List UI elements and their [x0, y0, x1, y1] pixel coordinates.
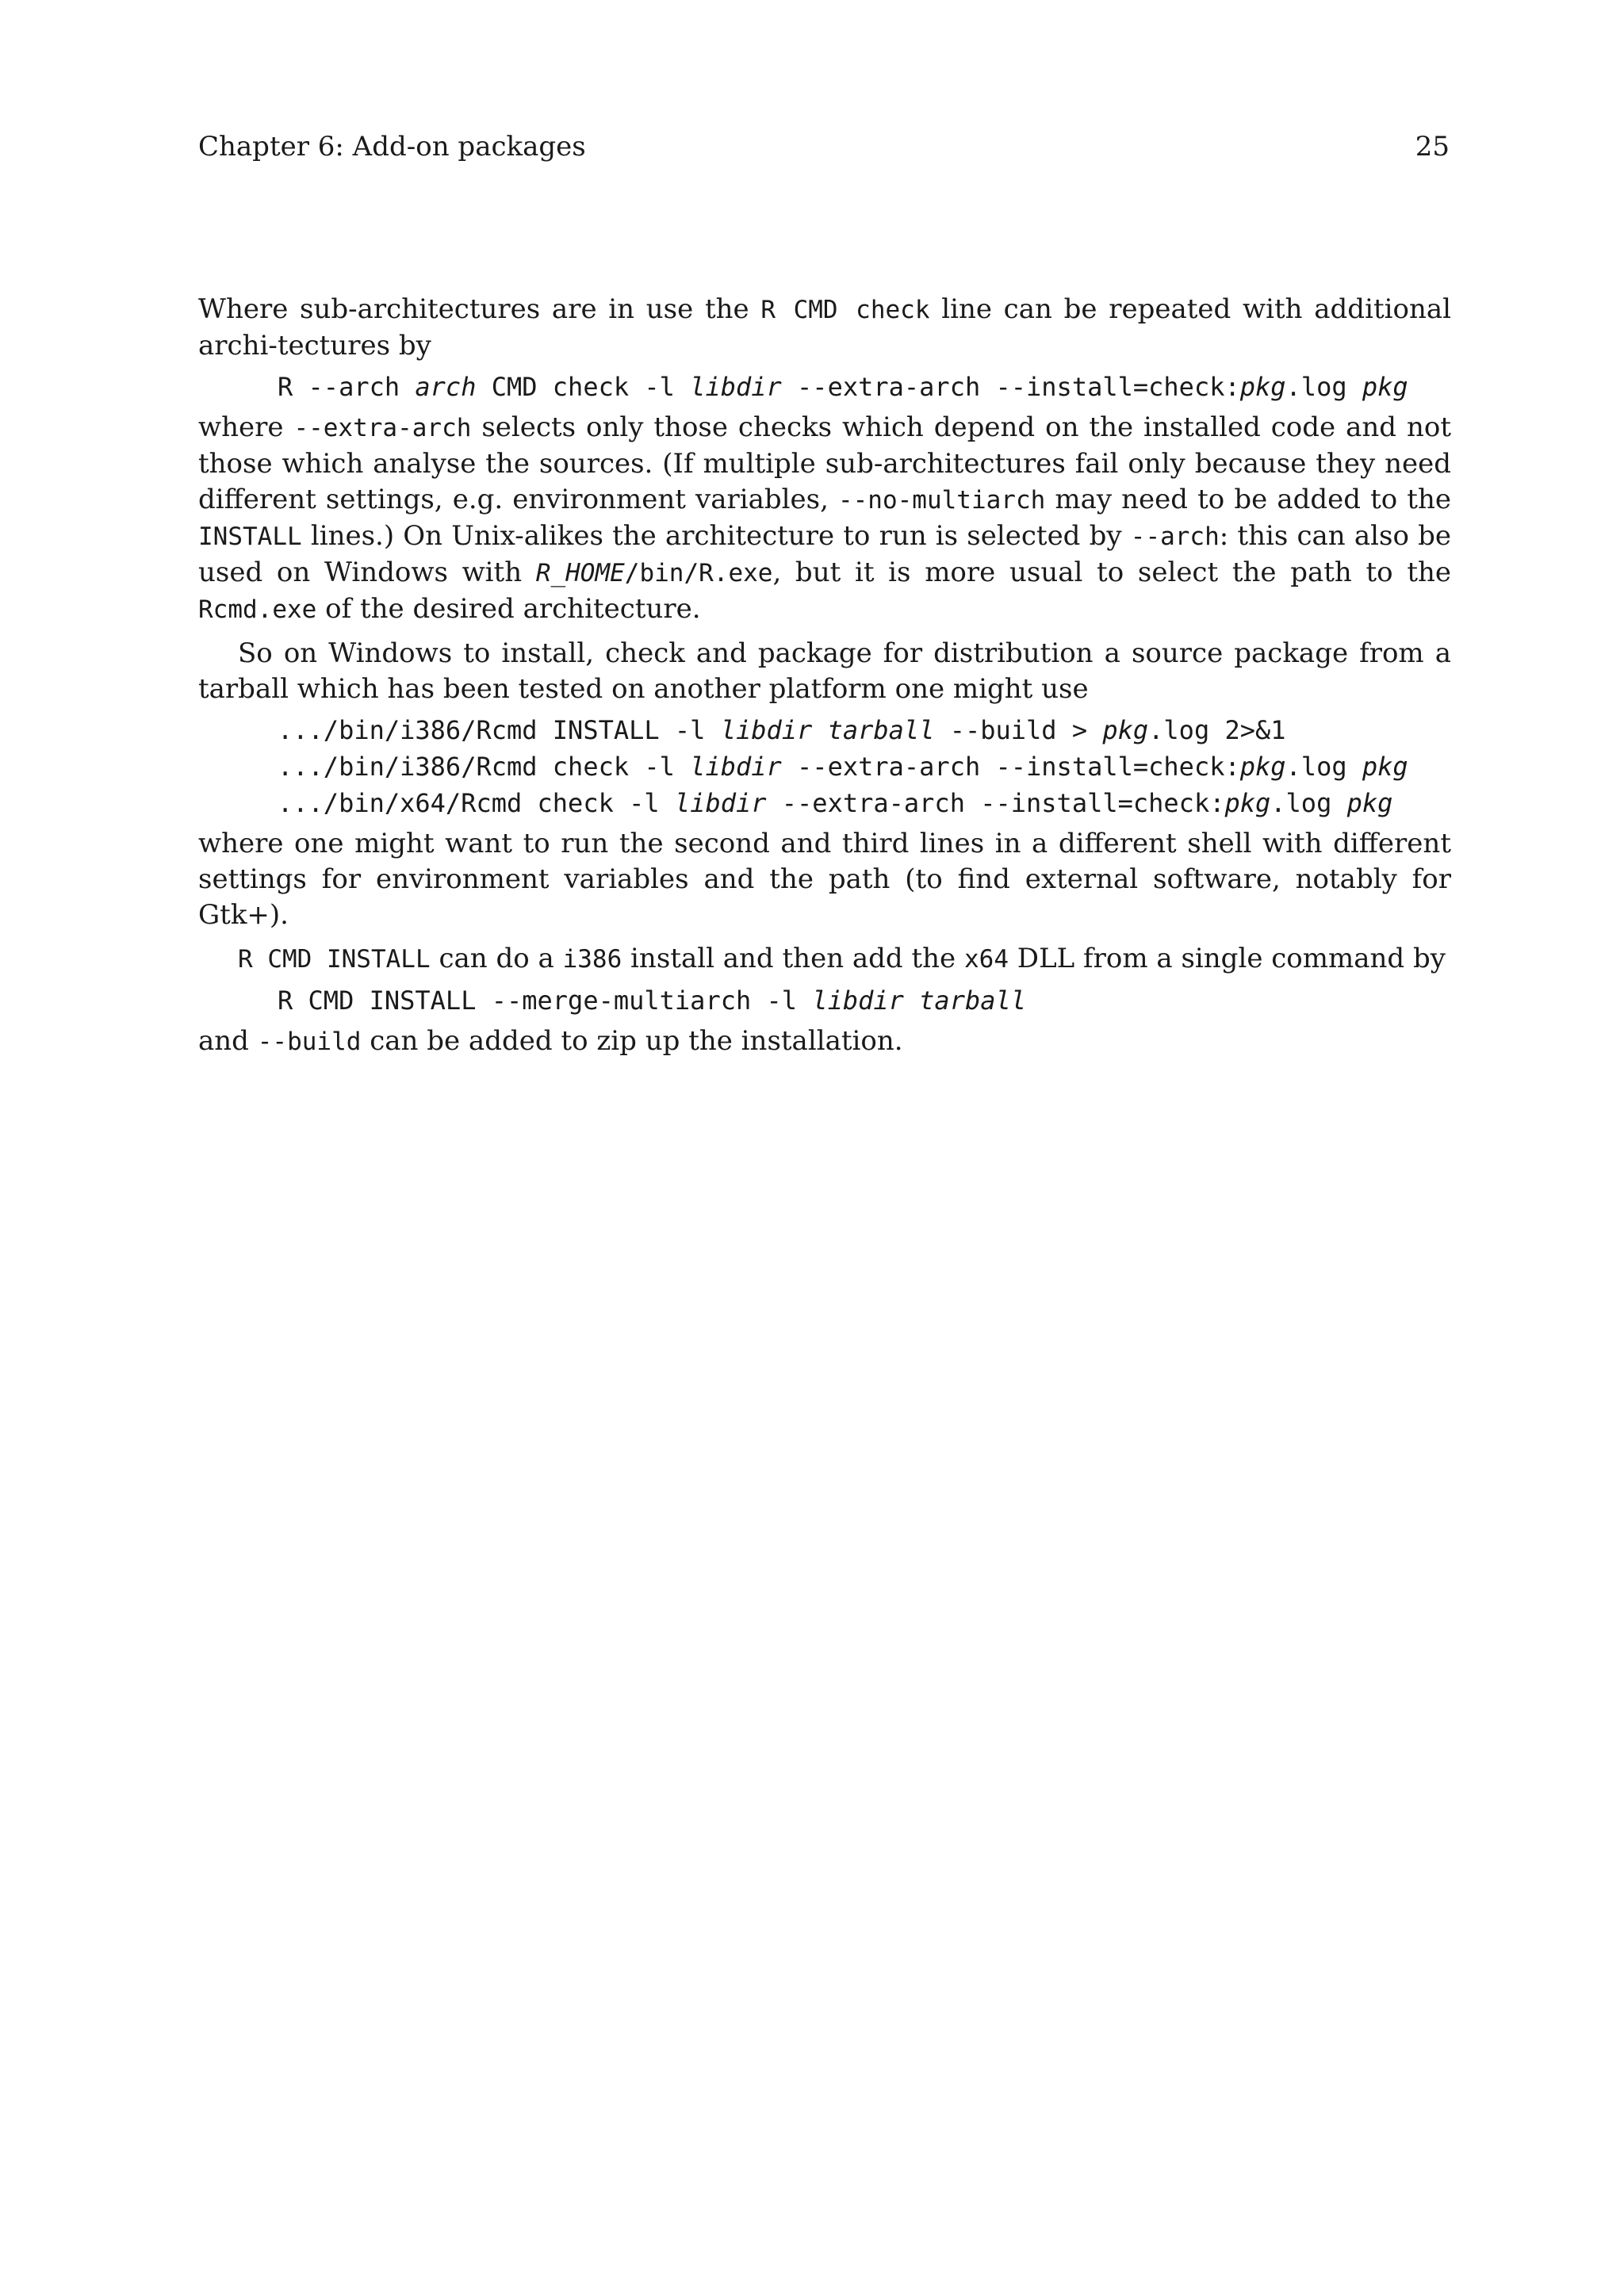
code-block-windows	[278, 712, 1451, 821]
code-line-2: .../bin/i386/Rcmd check -l libdir --extra-arch --install=check:pkg.log pkg	[278, 752, 1408, 782]
chapter-title: Chapter 6: Add-on packages	[198, 131, 586, 163]
code-line-3: .../bin/x64/Rcmd check -l libdir --extra-arch --install=check:pkg.log pkg	[278, 788, 1393, 818]
code-line-1: .../bin/i386/Rcmd INSTALL -l libdir tarball --build > pkg.log 2>&1	[278, 715, 1286, 745]
paragraph-different-shell: where one might want to run the second and third lines in a different shell with different settings for environment variables and the path (to find external software, notably for Gtk+).	[198, 828, 1451, 931]
page-number: 25	[1415, 131, 1450, 163]
paragraph-windows-install: So on Windows to install, check and package for distribution a source package from a tarball which has been tested on another platform one might use	[198, 637, 1451, 705]
paragraph-build: and --build can be added to zip up the installation.	[198, 1025, 903, 1057]
code-block-arch-check: R --arch arch CMD check -l libdir --extra-arch --install=check:pkg.log pkg	[278, 372, 1408, 402]
code-block-merge: R CMD INSTALL --merge-multiarch -l libdir tarball	[278, 985, 1027, 1016]
page-header	[198, 131, 1450, 163]
page-body	[198, 292, 1451, 1060]
inline-code: R CMD check	[760, 296, 930, 324]
paragraph-extra-arch: where --extra-arch selects only those checks which depend on the installed code and not those which analyse the sources. (If multiple sub-architectures fail only because they need different settings, e.g. environment variables, --no-multiarch may need to be added to the INSTALL lines.) On Unix-alikes the architecture to run is selected by --arch: this can also be used on Windows with R_HOME/bin/R.exe, but it is more usual to select the path to the Rcmd.exe of the desired architecture.	[198, 411, 1451, 625]
paragraph-merge-multiarch: R CMD INSTALL can do a i386 install and then add the x64 DLL from a single command by	[238, 943, 1446, 974]
paragraph-sub-architectures: Where sub-architectures are in use the R CMD check line can be repeated with additional archi-tectures by	[198, 293, 1451, 362]
